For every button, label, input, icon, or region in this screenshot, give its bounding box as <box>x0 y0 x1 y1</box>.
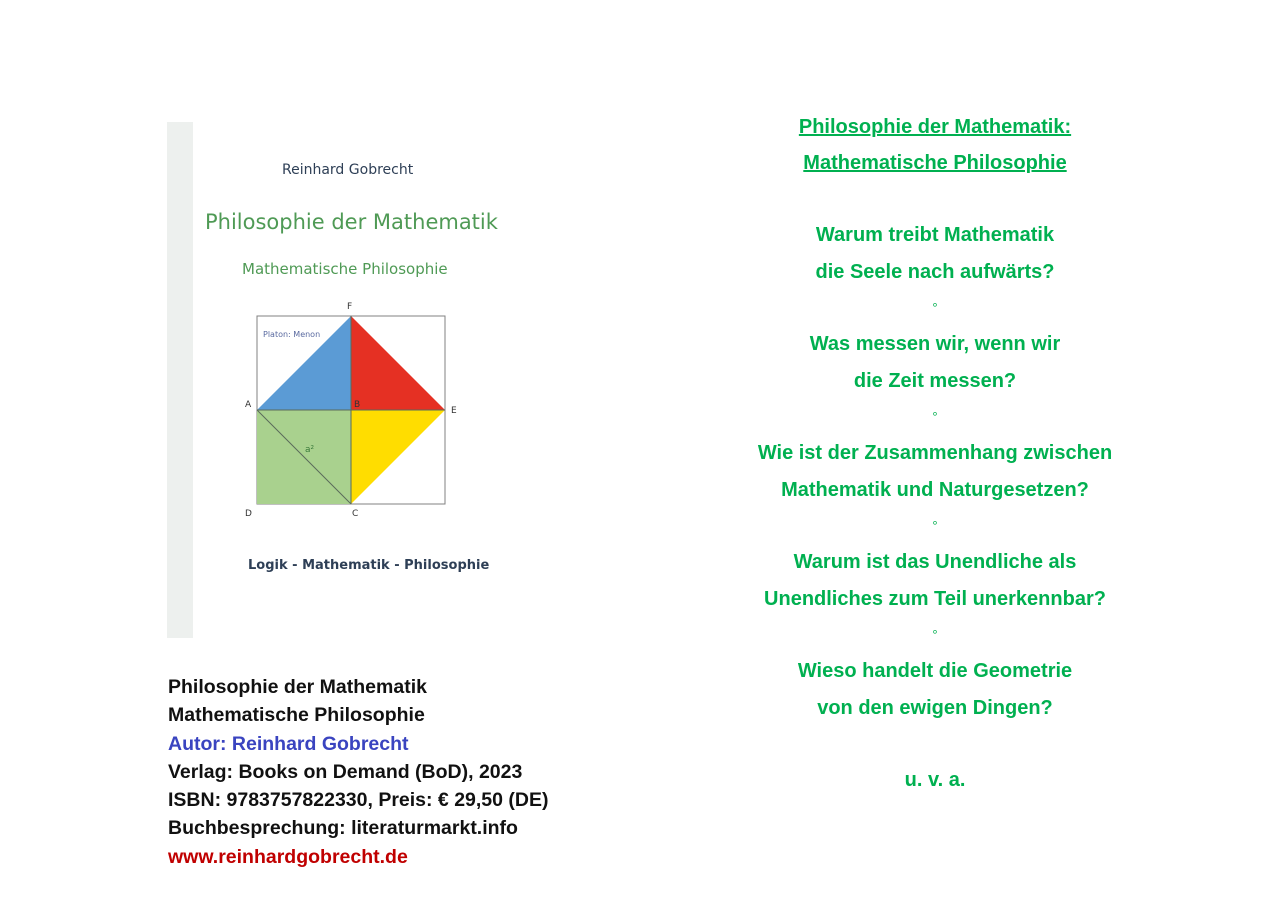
question-line: Warum ist das Unendliche als <box>793 551 1077 573</box>
question-line: Mathematik und Naturgesetzen? <box>781 478 1089 501</box>
point-label-f: F <box>347 302 353 312</box>
separator: ° <box>932 300 938 315</box>
point-label-e: E <box>451 406 457 416</box>
questions-column <box>700 109 1170 798</box>
question-item <box>700 326 1170 399</box>
cover-series: Logik - Mathematik - Philosophie <box>248 558 490 573</box>
info-subtitle: Mathematische Philosophie <box>168 704 425 727</box>
diagram-caption: Platon: Menon <box>263 330 321 339</box>
info-author: Autor: Reinhard Gobrecht <box>168 732 409 755</box>
question-line: von den ewigen Dingen? <box>817 696 1053 719</box>
book-cover <box>167 122 527 638</box>
cover-title: Philosophie der Mathematik <box>205 210 498 234</box>
heading-line-1: Philosophie der Mathematik: <box>798 116 1072 138</box>
question-line: Was messen wir, wenn wir <box>809 333 1061 355</box>
pythagoras-diagram <box>241 300 466 522</box>
info-website: www.reinhardgobrecht.de <box>168 845 408 868</box>
question-item <box>700 653 1170 726</box>
info-review: Buchbesprechung: literaturmarkt.info <box>168 817 518 840</box>
closing-text: u. v. a. <box>904 769 966 791</box>
info-isbn-price: ISBN: 9783757822330, Preis: € 29,50 (DE) <box>168 789 549 812</box>
point-label-a: A <box>245 400 252 410</box>
info-title: Philosophie der Mathematik <box>168 676 427 698</box>
separator: ° <box>932 518 938 533</box>
question-line: Unendliches zum Teil unerkennbar? <box>764 587 1106 610</box>
question-item <box>700 435 1170 508</box>
separator: ° <box>932 627 938 642</box>
question-line: Warum treibt Mathematik <box>815 224 1055 246</box>
question-line: Wie ist der Zusammenhang zwischen <box>757 442 1113 464</box>
separator: ° <box>932 409 938 424</box>
question-item <box>700 544 1170 617</box>
question-line: die Seele nach aufwärts? <box>815 260 1055 283</box>
book-info <box>168 673 549 871</box>
cover-subtitle: Mathematische Philosophie <box>242 260 448 278</box>
right-heading <box>700 109 1170 181</box>
area-label: a² <box>305 445 315 455</box>
question-line: die Zeit messen? <box>853 369 1017 392</box>
point-label-d: D <box>245 509 252 519</box>
point-label-b: B <box>354 400 361 410</box>
question-line: Wieso handelt die Geometrie <box>797 660 1073 682</box>
question-list <box>700 217 1170 726</box>
point-label-c: C <box>352 509 359 519</box>
heading-line-2: Mathematische Philosophie <box>803 152 1067 174</box>
cover-author: Reinhard Gobrecht <box>282 162 414 178</box>
question-item <box>700 217 1170 290</box>
info-publisher: Verlag: Books on Demand (BoD), 2023 <box>168 760 523 783</box>
cover-spine <box>167 122 193 638</box>
